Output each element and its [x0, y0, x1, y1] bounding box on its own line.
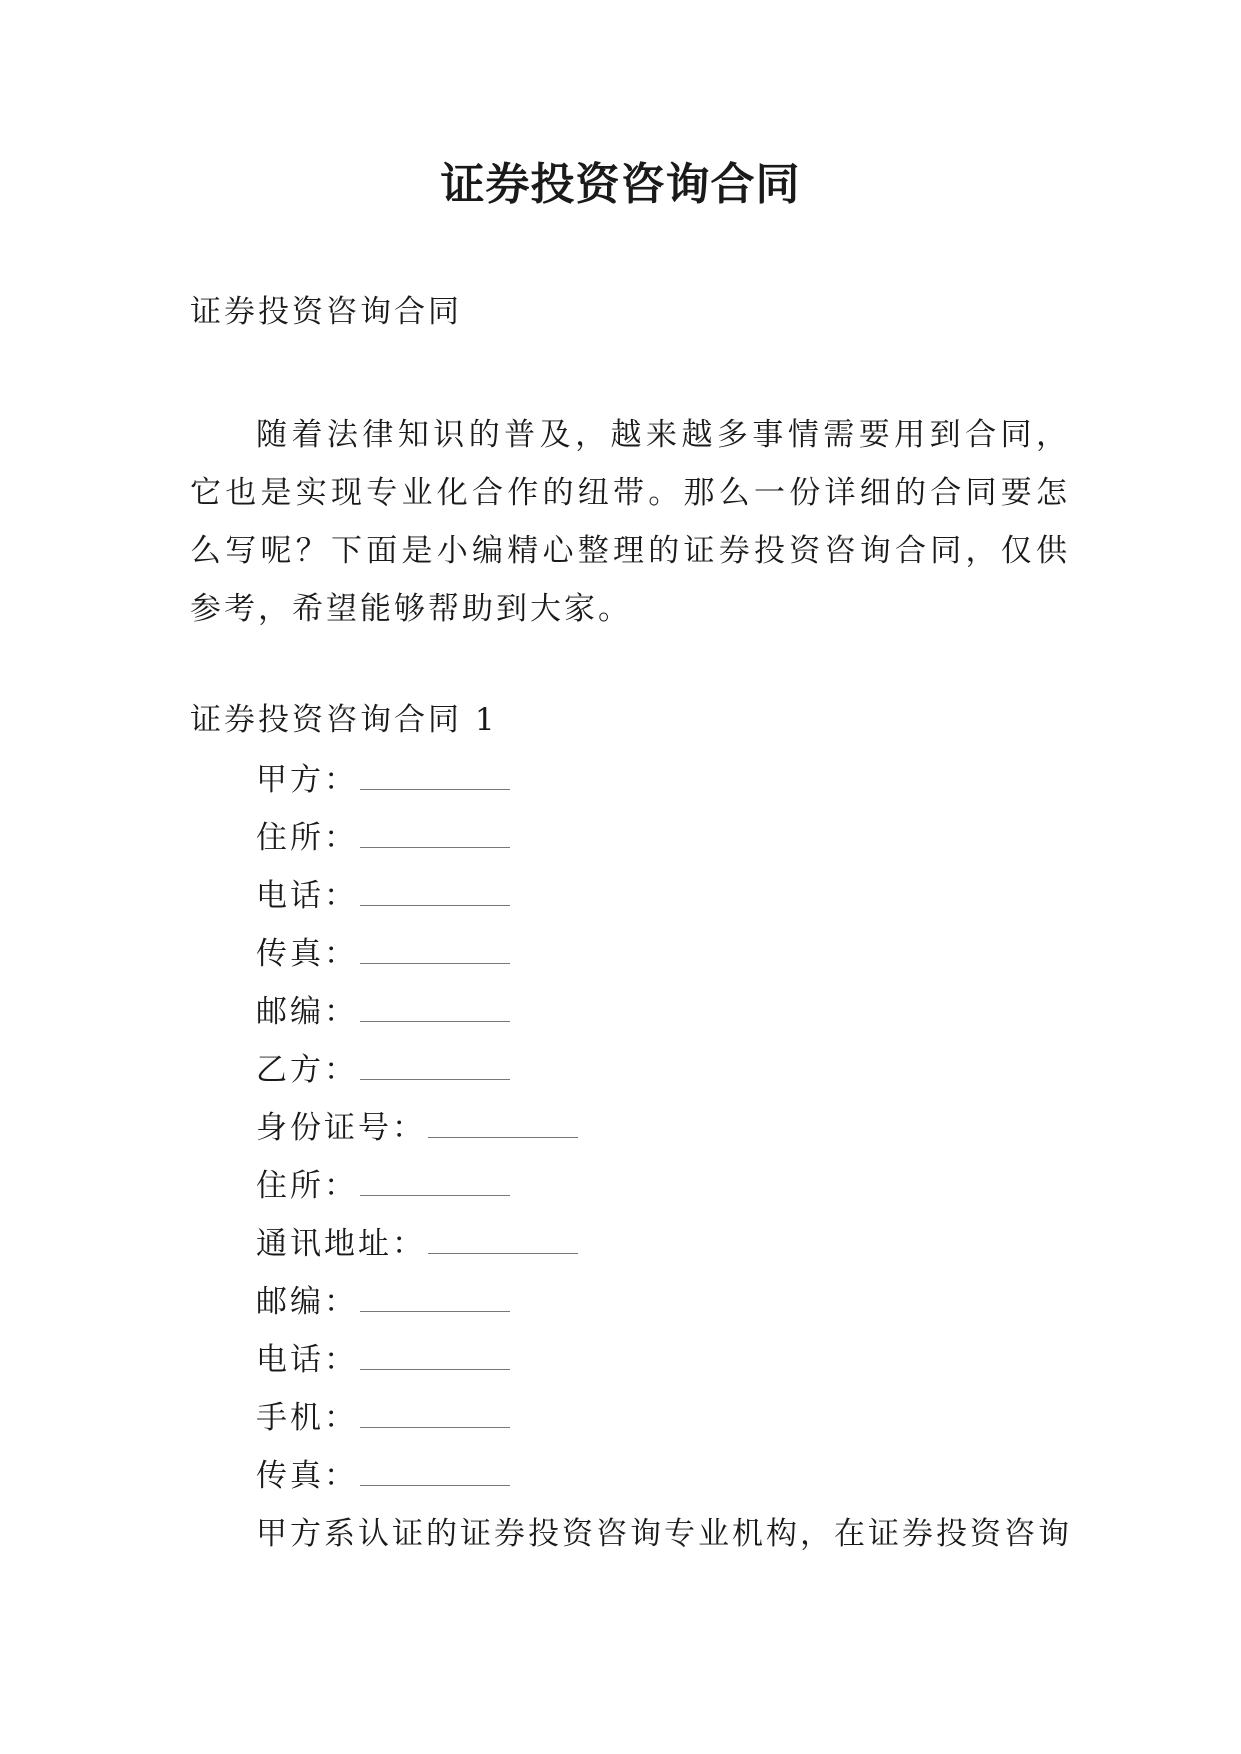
field-label: 传真：	[256, 936, 358, 972]
document-subtitle: 证券投资咨询合同	[190, 294, 462, 330]
blank-line	[360, 1457, 510, 1486]
field-label: 甲方：	[256, 762, 358, 798]
intro-paragraph: 随着法律知识的普及，越来越多事情需要用到合同，它也是实现专业化合作的纽带。那么一份详细的合同要怎么写呢？下面是小编精心整理的证券投资咨询合同，仅供参考，希望能够帮助到大家。	[190, 417, 1070, 627]
section-heading: 证券投资咨询合同 1	[190, 702, 498, 738]
document-title: 证券投资咨询合同	[440, 159, 801, 210]
field-party-b	[256, 1050, 578, 1108]
field-party-b-mailing-address	[256, 1224, 578, 1282]
field-label: 手机：	[256, 1400, 358, 1436]
field-party-b-id-number	[256, 1108, 578, 1166]
blank-line	[360, 1051, 510, 1080]
field-label: 住所：	[256, 820, 358, 856]
field-label: 传真：	[256, 1458, 358, 1494]
blank-line	[360, 1283, 510, 1312]
field-label: 住所：	[256, 1168, 358, 1204]
field-label: 邮编：	[256, 1284, 358, 1320]
field-label: 电话：	[256, 1342, 358, 1378]
blank-line	[360, 761, 510, 790]
field-label: 邮编：	[256, 994, 358, 1030]
field-party-b-phone	[256, 1340, 578, 1398]
blank-line	[360, 1167, 510, 1196]
blank-line	[428, 1225, 578, 1254]
blank-line	[360, 1341, 510, 1370]
blank-line	[360, 819, 510, 848]
field-label: 电话：	[256, 878, 358, 914]
blank-line	[428, 1109, 578, 1138]
field-party-b-postcode	[256, 1282, 578, 1340]
field-label: 通讯地址：	[256, 1226, 426, 1262]
blank-line	[360, 935, 510, 964]
field-party-a-address	[256, 818, 578, 876]
party-fields-list	[256, 760, 578, 1514]
blank-line	[360, 993, 510, 1022]
blank-line	[360, 1399, 510, 1428]
field-label: 身份证号：	[256, 1110, 426, 1146]
field-party-b-fax	[256, 1456, 578, 1514]
field-party-a-fax	[256, 934, 578, 992]
field-party-a-postcode	[256, 992, 578, 1050]
blank-line	[360, 877, 510, 906]
field-party-b-address	[256, 1166, 578, 1224]
field-party-a	[256, 760, 578, 818]
field-label: 乙方：	[256, 1052, 358, 1088]
field-party-a-phone	[256, 876, 578, 934]
field-party-b-mobile	[256, 1398, 578, 1456]
body-paragraph: 甲方系认证的证券投资咨询专业机构，在证券投资咨询	[256, 1516, 1072, 1552]
